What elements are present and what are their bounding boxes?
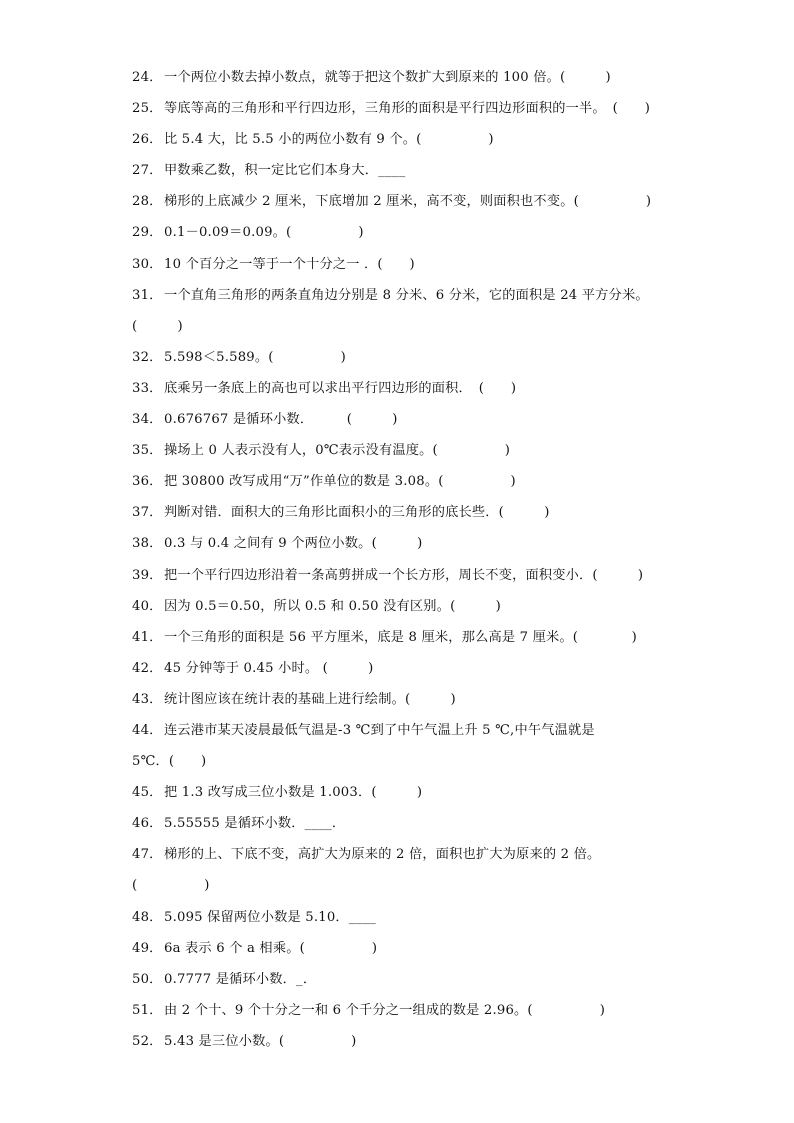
question-item [0,280,794,311]
question-text: 一个两位小数去掉小数点，就等于把这个数扩大到原来的 100 倍。( ) [164,70,611,85]
question-number: 39． [132,567,163,583]
question-text: 一个直角三角形的两条直角边分别是 8 分米、6 分米，它的面积是 24 平方分米。 [164,287,649,303]
question-number: 31． [132,287,163,303]
question-number: 47． [132,847,163,863]
question-text: 5.598＜5.589。( ) [164,349,346,365]
question-item [0,964,794,995]
question-item [0,93,794,124]
question-text: 0.3 与 0.4 之间有 9 个两位小数。( ) [164,536,423,552]
question-text: 判断对错．面积大的三角形比面积小的三角形的底长些．( ) [164,505,550,521]
question-number: 25． [132,101,163,117]
question-text: 比 5.4 大，比 5.5 小的两位小数有 9 个。( ) [164,132,494,148]
question-text: 把 30800 改写成用“万”作单位的数是 3.08。( ) [164,474,516,490]
question-item [0,497,794,528]
question-item [0,249,794,280]
question-number: 42． [132,660,163,676]
question-text: 5.43 是三位小数。( ) [164,1033,357,1049]
question-number: 34． [132,412,163,428]
question-number: 50． [132,971,163,987]
question-number: 28． [132,194,163,210]
question-text: 把一个平行四边形沿着一条高剪拼成一个长方形，周长不变，面积变小．( ) [164,567,644,583]
question-item [0,1026,794,1057]
question-item [0,653,794,684]
question-number: 36． [132,474,163,490]
question-text: 底乘另一条底上的高也可以求出平行四边形的面积． ( ) [164,380,517,396]
question-number: 24． [132,70,163,85]
question-continuation [0,870,794,901]
question-item [0,62,794,93]
question-item [0,560,794,591]
question-continuation [0,746,794,777]
question-text: 0.676767 是循环小数． ( ) [164,412,398,428]
question-item [0,124,794,155]
question-item [0,995,794,1026]
question-item [0,186,794,217]
question-text: 10 个百分之一等于一个十分之一 ．( ) [164,256,415,272]
question-item [0,933,794,964]
question-list [0,62,794,1057]
question-continuation-text: ( ) [132,878,210,894]
question-number: 40． [132,598,163,614]
question-item [0,839,794,870]
question-item [0,684,794,715]
question-text: 5.095 保留两位小数是 5.10．____ [164,909,376,925]
question-number: 45． [132,785,163,801]
question-continuation-text: 5℃．( ) [132,754,207,770]
question-number: 33． [132,380,163,396]
question-continuation-text: ( ) [132,318,183,334]
question-number: 52． [132,1033,163,1049]
question-number: 44． [132,722,163,738]
question-number: 26． [132,132,163,148]
question-number: 29． [132,225,163,241]
question-text: 一个三角形的面积是 56 平方厘米，底是 8 厘米，那么高是 7 厘米。( ) [164,629,638,645]
question-text: 统计图应该在统计表的基础上进行绘制。( ) [164,691,456,707]
question-number: 41． [132,629,163,645]
question-text: 把 1.3 改写成三位小数是 1.003．( ) [164,785,423,801]
question-item [0,777,794,808]
question-text: 操场上 0 人表示没有人，0℃表示没有温度。( ) [164,443,511,459]
question-item [0,466,794,497]
question-item [0,342,794,373]
question-number: 27． [132,163,163,179]
question-number: 43． [132,691,163,707]
question-item [0,528,794,559]
question-text: 连云港市某天凌晨最低气温是-3 ℃到了中午气温上升 5 ℃,中午气温就是 [164,722,595,738]
question-text: 由 2 个十、9 个十分之一和 6 个千分之一组成的数是 2.96。( ) [164,1002,606,1018]
question-number: 30． [132,256,163,272]
question-item [0,435,794,466]
question-number: 35． [132,443,163,459]
question-number: 32． [132,349,163,365]
question-number: 38． [132,536,163,552]
question-text: 甲数乘乙数，积一定比它们本身大．____ [164,163,406,179]
question-continuation [0,311,794,342]
question-text: 6a 表示 6 个 a 相乘。( ) [164,940,378,956]
question-text: 0.7777 是循环小数．_． [164,971,317,987]
question-number: 48． [132,909,163,925]
question-item [0,902,794,933]
question-number: 51． [132,1002,163,1018]
question-text: 45 分钟等于 0.45 小时。 ( ) [164,660,374,676]
question-item [0,808,794,839]
question-item [0,622,794,653]
question-number: 49． [132,940,163,956]
question-text: 因为 0.5＝0.50，所以 0.5 和 0.50 没有区别。( ) [164,598,501,614]
question-item [0,155,794,186]
question-item [0,715,794,746]
question-item [0,373,794,404]
question-number: 46． [132,816,163,832]
question-text: 梯形的上底减少 2 厘米，下底增加 2 厘米，高不变，则面积也不变。( ) [164,194,652,210]
question-item [0,591,794,622]
question-number: 37． [132,505,163,521]
question-text: 0.1－0.09＝0.09。( ) [164,225,364,241]
question-text: 5.55555 是循环小数．____． [164,816,346,832]
question-item [0,404,794,435]
question-text: 梯形的上、下底不变，高扩大为原来的 2 倍，面积也扩大为原来的 2 倍。 [164,847,601,863]
question-text: 等底等高的三角形和平行四边形，三角形的面积是平行四边形面积的一半。 ( ) [164,101,651,117]
question-item [0,217,794,248]
